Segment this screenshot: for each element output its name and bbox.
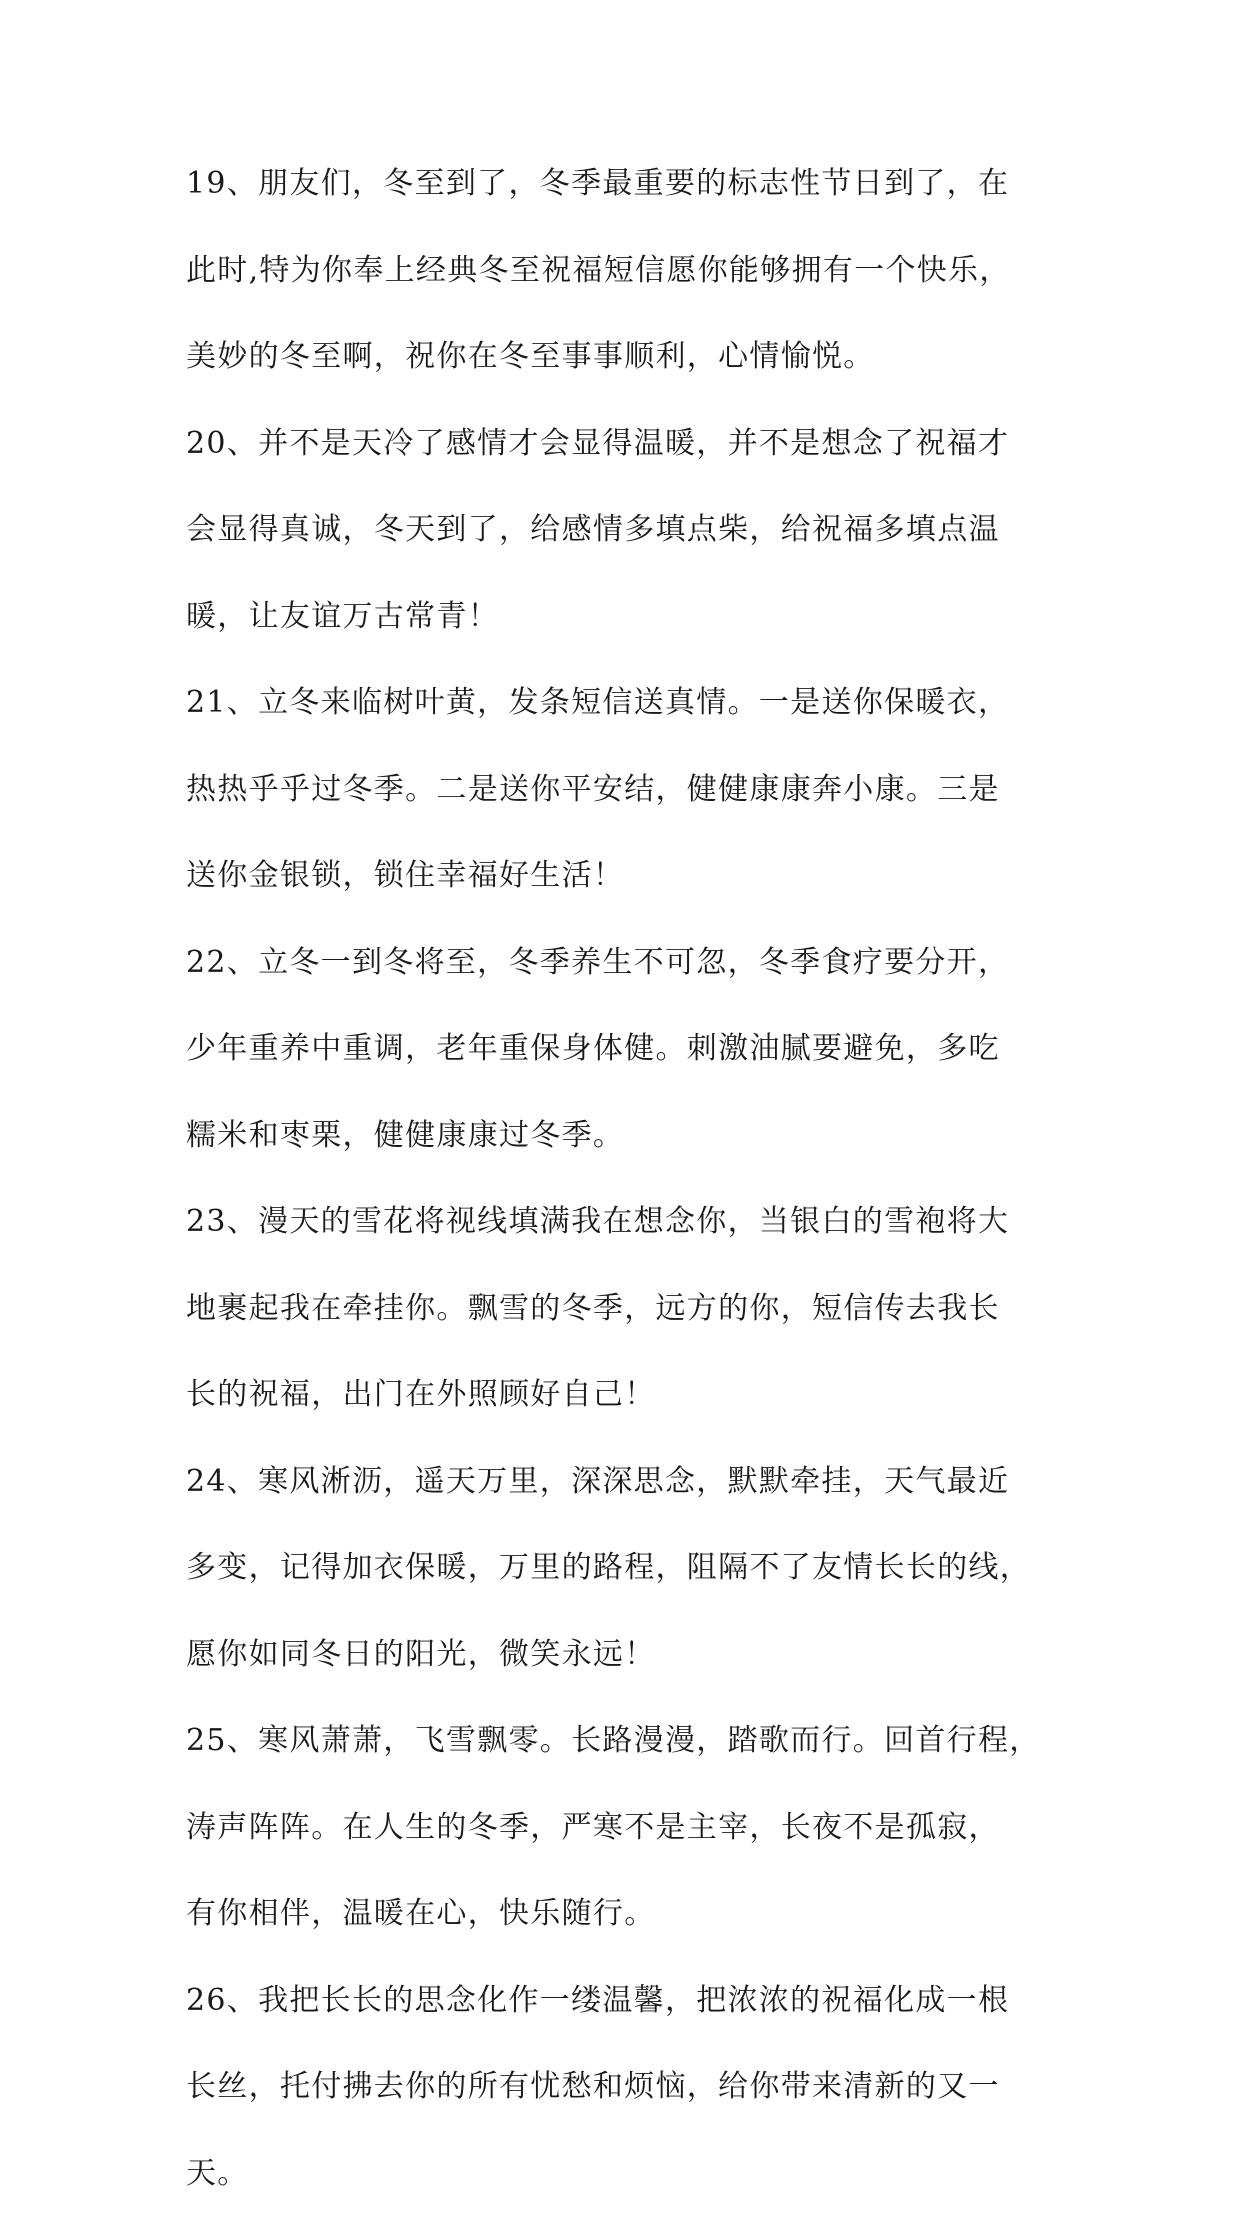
text-line: 23、漫天的雪花将视线填满我在想念你，当银白的雪袍将大 <box>186 1200 1086 1287</box>
text-line: 涛声阵阵。在人生的冬季，严寒不是主宰，长夜不是孤寂， <box>186 1806 1086 1893</box>
text-line: 地裹起我在牵挂你。飘雪的冬季，远方的你，短信传去我长 <box>186 1287 1086 1374</box>
text-line: 19、朋友们，冬至到了，冬季最重要的标志性节日到了，在 <box>186 162 1086 249</box>
text-line: 愿你如同冬日的阳光，微笑永远！ <box>186 1633 1086 1720</box>
text-line: 美妙的冬至啊，祝你在冬至事事顺利，心情愉悦。 <box>186 335 1086 422</box>
text-line: 暖，让友谊万古常青！ <box>186 595 1086 682</box>
text-line: 22、立冬一到冬将至，冬季养生不可忽，冬季食疗要分开， <box>186 941 1086 1028</box>
text-line: 送你金银锁，锁住幸福好生活！ <box>186 854 1086 941</box>
text-line: 天。 <box>186 2152 1086 2238</box>
document-body <box>186 162 1086 2238</box>
text-line: 长丝，托付拂去你的所有忧愁和烦恼，给你带来清新的又一 <box>186 2065 1086 2152</box>
text-line: 此时,特为你奉上经典冬至祝福短信愿你能够拥有一个快乐， <box>186 249 1086 336</box>
text-line: 26、我把长长的思念化作一缕温馨，把浓浓的祝福化成一根 <box>186 1979 1086 2066</box>
text-line: 多变，记得加衣保暖，万里的路程，阻隔不了友情长长的线， <box>186 1546 1086 1633</box>
text-line: 25、寒风萧萧，飞雪飘零。长路漫漫，踏歌而行。回首行程， <box>186 1719 1086 1806</box>
text-line: 20、并不是天冷了感情才会显得温暖，并不是想念了祝福才 <box>186 422 1086 509</box>
text-line: 24、寒风淅沥，遥天万里，深深思念，默默牵挂，天气最近 <box>186 1460 1086 1547</box>
text-line: 热热乎乎过冬季。二是送你平安结，健健康康奔小康。三是 <box>186 768 1086 855</box>
text-line: 少年重养中重调，老年重保身体健。刺激油腻要避免，多吃 <box>186 1027 1086 1114</box>
text-line: 有你相伴，温暖在心，快乐随行。 <box>186 1892 1086 1979</box>
text-line: 糯米和枣栗，健健康康过冬季。 <box>186 1114 1086 1201</box>
text-line: 长的祝福，出门在外照顾好自己！ <box>186 1373 1086 1460</box>
text-line: 21、立冬来临树叶黄，发条短信送真情。一是送你保暖衣， <box>186 681 1086 768</box>
text-line: 会显得真诚，冬天到了，给感情多填点柴，给祝福多填点温 <box>186 508 1086 595</box>
